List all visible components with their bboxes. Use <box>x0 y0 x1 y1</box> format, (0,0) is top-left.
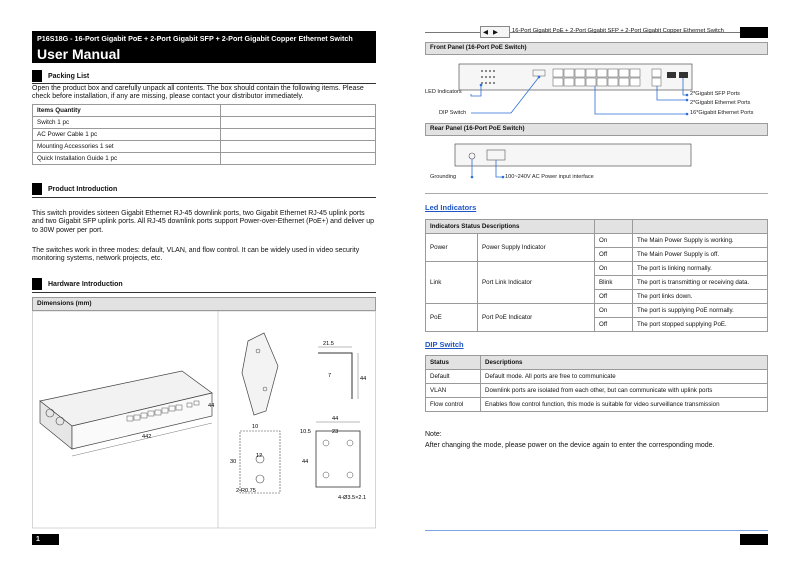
svg-text:44: 44 <box>302 459 309 465</box>
led-description: The port links down. <box>633 290 768 304</box>
note-text: After changing the mode, please power on the device again to enter the corresponding mode. <box>425 442 715 449</box>
dip-col-status: Status <box>426 356 481 370</box>
section-marker <box>32 70 42 82</box>
width-dimension: 442 <box>142 434 152 440</box>
manual-title: User Manual <box>37 46 121 62</box>
divider <box>425 193 768 194</box>
packing-table <box>32 104 376 165</box>
led-status: Blink <box>595 276 633 290</box>
callout-grounding: Grounding <box>430 174 457 180</box>
led-description: The port is supplying PoE normally. <box>633 304 768 318</box>
packing-list-heading: Packing List <box>32 70 376 84</box>
led-description: The port is transmitting or receiving data. <box>633 276 768 290</box>
svg-text:23: 23 <box>332 429 339 435</box>
product-subtitle: P16S18G - 16-Port Gigabit PoE + 2-Port Gigabit SFP + 2-Port Gigabit Copper Ethernet Switch <box>37 34 353 43</box>
callout-16-ethernet-ports: 16*Gigabit Ethernet Ports <box>690 110 754 116</box>
dip-description: Enables flow control function, this mode is suitable for video surveillance transmission <box>481 398 768 412</box>
svg-text:44: 44 <box>360 376 367 382</box>
led-description: The port is linking normally. <box>633 262 768 276</box>
led-status: Off <box>595 318 633 332</box>
packing-item: AC Power Cable 1 pc <box>33 129 221 141</box>
packing-item: Mounting Accessories 1 set <box>33 141 221 153</box>
led-indicator-desc: Port PoE Indicator <box>478 304 595 332</box>
led-indicator-name: Power <box>426 234 478 262</box>
switch-isometric-drawing <box>40 371 214 456</box>
footer-rule <box>425 530 768 531</box>
rear-panel-label: Rear Panel (16-Port PoE Switch) <box>425 123 768 136</box>
svg-text:12: 12 <box>256 453 263 459</box>
section-marker <box>32 183 42 195</box>
callout-dip-switch: DIP Switch <box>439 110 467 116</box>
svg-text:44: 44 <box>332 416 339 422</box>
packing-intro: Open the product box and carefully unpack all contents. The box should contain the following items. Please check before installation, if any are missing, please contact your distributor immediately. <box>32 85 364 101</box>
bracket-drawing <box>242 333 278 415</box>
product-intro-text: This switch provides sixteen Gigabit Ethernet RJ-45 downlink ports, two Gigabit Ethernet RJ-45 uplink ports and two Gigabit SFP uplink ports. All RJ-45 downlink ports support Power-over-Ethernet (PoE+) and deliver up to 30W power per port. <box>32 210 375 234</box>
led-indicator-desc: Power Supply Indicator <box>478 234 595 262</box>
product-modes-text: The switches work in three modes: default, VLAN, and flow control. It can be widely used in video security monitoring systems, network projects, etc. <box>32 247 360 263</box>
led-indicators-table <box>425 219 768 332</box>
led-indicator-name: Link <box>426 262 478 304</box>
svg-text:21.5: 21.5 <box>323 341 334 347</box>
running-header: 16-Port Gigabit PoE + 2-Port Gigabit SFP + 2-Port Gigabit Copper Ethernet Switch <box>512 28 724 34</box>
switch-rear-outline <box>455 144 691 166</box>
packing-table-header: Items Quantity <box>33 105 221 117</box>
callout-sfp-ports: 2*Gigabit SFP Ports <box>690 91 740 97</box>
led-status: On <box>595 262 633 276</box>
led-description: The port stopped supplying PoE. <box>633 318 768 332</box>
dimension-drawings <box>32 311 376 529</box>
section-marker <box>32 278 42 290</box>
led-status: Off <box>595 248 633 262</box>
callout-power-input: 100~240V AC Power input interface <box>505 174 594 180</box>
hardware-intro-heading: Hardware Introduction <box>32 278 376 292</box>
svg-text:30: 30 <box>230 459 237 465</box>
led-table-header: Indicators Status Descriptions <box>426 220 595 234</box>
product-intro-heading: Product Introduction <box>32 183 376 197</box>
dip-switch-table <box>425 355 768 412</box>
callout-2-ethernet-ports: 2*Gigabit Ethernet Ports <box>690 100 751 106</box>
rear-panel-diagram <box>425 136 768 186</box>
dip-status: Default <box>426 370 481 384</box>
led-status: On <box>595 304 633 318</box>
bracket-profile-drawing <box>318 341 366 399</box>
led-indicators-heading[interactable]: Led Indicators <box>425 203 477 212</box>
svg-text:10.5: 10.5 <box>300 429 311 435</box>
led-status: On <box>595 234 633 248</box>
svg-text:2-R0.75: 2-R0.75 <box>236 488 256 494</box>
dip-col-descriptions: Descriptions <box>481 356 768 370</box>
divider <box>32 83 376 84</box>
dip-status: Flow control <box>426 398 481 412</box>
plate-drawing <box>300 416 366 501</box>
hole-detail-drawing <box>230 424 280 494</box>
document-title-bar <box>32 31 376 63</box>
led-description: The Main Power Supply is off. <box>633 248 768 262</box>
led-description: The Main Power Supply is working. <box>633 234 768 248</box>
svg-text:7: 7 <box>328 373 332 379</box>
packing-item: Quick Installation Guide 1 pc <box>33 153 221 165</box>
svg-text:4-Ø3.5×2.1: 4-Ø3.5×2.1 <box>338 495 367 501</box>
page-number: 1 <box>36 536 40 543</box>
packing-item: Switch 1 pc <box>33 117 221 129</box>
footer-block <box>740 534 768 545</box>
depth-dimension: 44 <box>208 403 215 409</box>
led-status: Off <box>595 290 633 304</box>
dip-switch-heading[interactable]: DIP Switch <box>425 340 464 349</box>
next-page-icon[interactable]: ▶ <box>493 29 498 36</box>
divider <box>32 292 376 293</box>
dip-description: Downlink ports are isolated from each other, but can communicate with uplink ports <box>481 384 768 398</box>
dimensions-label: Dimensions (mm) <box>32 297 376 311</box>
prev-page-icon[interactable]: ◀ <box>483 29 488 36</box>
dip-status: VLAN <box>426 384 481 398</box>
note-label: Note: <box>425 431 442 438</box>
front-panel-label: Front Panel (16-Port PoE Switch) <box>425 42 768 55</box>
led-indicator-desc: Port Link Indicator <box>478 262 595 304</box>
dip-description: Default mode. All ports are free to communicate <box>481 370 768 384</box>
header-block <box>740 27 768 38</box>
divider <box>32 197 376 198</box>
led-indicator-name: PoE <box>426 304 478 332</box>
page-nav-buttons[interactable] <box>480 26 510 38</box>
svg-text:10: 10 <box>252 424 259 430</box>
callout-led-indicators: LED Indicators <box>425 89 462 95</box>
